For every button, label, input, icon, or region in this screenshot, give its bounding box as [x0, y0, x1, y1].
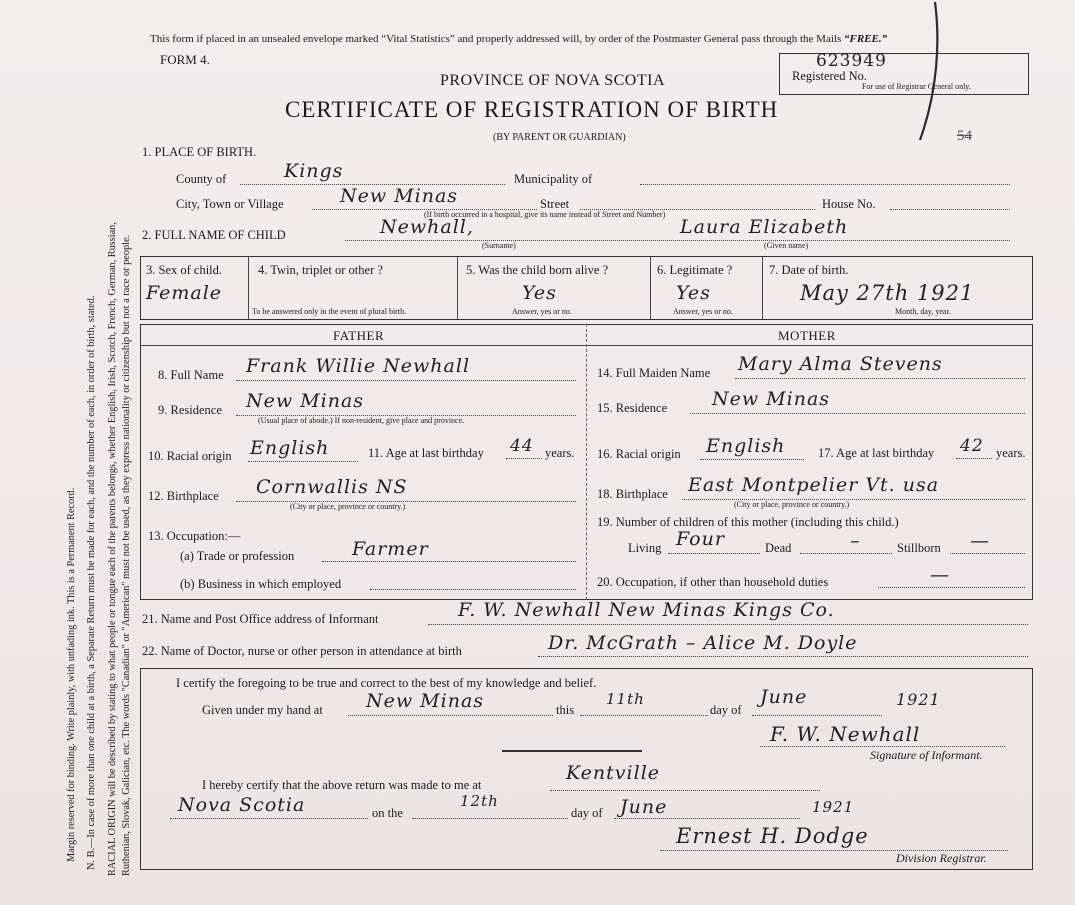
hospital-note: (If birth occurred in a hospital, give its name instead of Street and Number) [424, 210, 666, 219]
child-name-label: 2. FULL NAME OF CHILD [142, 228, 286, 242]
divider [457, 256, 458, 320]
given-under-label: Given under my hand at [202, 703, 323, 717]
informant-signature-caption: Signature of Informant. [870, 748, 983, 762]
sex-label: 3. Sex of child. [146, 263, 223, 277]
county-value: Kings [284, 160, 344, 182]
given-month-value: June [760, 686, 808, 708]
alive-label: 5. Was the child born alive ? [466, 263, 609, 277]
living-label: Living [628, 541, 662, 555]
date-of-birth-value: May 27th 1921 [800, 281, 975, 305]
business-label: (b) Business in which employed [180, 577, 342, 591]
father-race-label: 10. Racial origin [148, 449, 232, 463]
mother-occupation-value: — [930, 564, 950, 586]
given-day-value: 11th [606, 690, 645, 708]
province-heading: PROVINCE OF NOVA SCOTIA [440, 72, 666, 89]
municipality-line [640, 184, 1010, 185]
father-residence-value: New Minas [246, 390, 365, 412]
mother-name-label: 14. Full Maiden Name [597, 366, 711, 380]
free-label: “FREE.” [843, 33, 888, 45]
margin-note-2: N. B.—In case of more than one child at a birth, a Separate Return must be made for each, and the number of each, in order of birth, stated. [86, 295, 97, 870]
divider [248, 256, 249, 320]
given-month-line [752, 715, 882, 716]
registrar-month-value: June [620, 796, 668, 818]
living-line [668, 553, 760, 554]
margin-note-3: RACIAL ORIGIN will be described by stating to what people or tongue each of the parents belongs, whether English, Irish, Scotch, French, German, Russian, [107, 222, 118, 876]
registrar-note: For use of Registrar General only. [862, 82, 971, 91]
father-race-line [248, 461, 358, 462]
legitimate-value: Yes [676, 282, 711, 304]
municipality-label: Municipality of [514, 172, 593, 186]
alive-value: Yes [522, 282, 557, 304]
child-given-name: Laura Elizabeth [680, 216, 849, 238]
registered-number: 623949 [816, 51, 887, 71]
father-birthplace-line [236, 501, 576, 502]
certify-text: I certify the foregoing to be true and correct to the best of my knowledge and belief. [176, 676, 597, 690]
house-line [890, 209, 1010, 210]
registrar-day-value: 12th [460, 792, 499, 810]
on-the-label: on the [372, 806, 403, 820]
father-birthplace-note: (City or place, province or country.) [290, 502, 406, 511]
trade-line [322, 561, 576, 562]
living-value: Four [676, 528, 725, 550]
father-residence-note: (Usual place of abode.) If non-resident, give place and province. [258, 416, 465, 425]
mother-occupation-line [878, 587, 1025, 588]
given-name-caption: (Given name) [764, 241, 809, 250]
stillborn-line [950, 553, 1025, 554]
alive-note: Answer, yes or no. [512, 307, 572, 316]
parents-center-divider [586, 324, 587, 600]
informant-signature: F. W. Newhall [770, 722, 921, 746]
father-name-value: Frank Willie Newhall [246, 355, 471, 377]
trade-value: Farmer [352, 538, 429, 560]
given-day-of-label: day of [710, 703, 742, 717]
doctor-value: Dr. McGrath – Alice M. Doyle [548, 632, 858, 654]
dead-line [800, 553, 892, 554]
father-name-label: 8. Full Name [158, 368, 224, 382]
this-label: this [556, 703, 575, 717]
mother-age-label: 17. Age at last birthday [818, 446, 935, 460]
stamp-number: 54 [957, 128, 972, 144]
registrar-statement: I hereby certify that the above return was made to me at [202, 778, 482, 792]
business-line [370, 589, 576, 590]
registered-label: Registered No. [792, 69, 867, 83]
informant-line [428, 624, 1028, 625]
mother-occupation-label: 20. Occupation, if other than household duties [597, 575, 829, 589]
certificate-title: CERTIFICATE OF REGISTRATION OF BIRTH [285, 97, 779, 122]
child-name-line [345, 240, 1010, 241]
father-heading: FATHER [333, 328, 385, 343]
registrar-month-line [614, 818, 800, 819]
mother-birthplace-note: (City or place, province or country.) [734, 500, 850, 509]
house-no-label: House No. [822, 197, 876, 211]
date-note: Month, day, year. [895, 307, 951, 316]
given-place-line [348, 715, 553, 716]
margin-note-4: Ruthenian, Slovak, Galician, etc. The words "Canadian" or "American" must not be used, as they express nationality or citizenship but not a race or people. [121, 234, 132, 876]
divider [762, 256, 763, 320]
mother-age-value: 42 [960, 436, 984, 456]
dead-value: – [850, 530, 861, 552]
mother-race-value: English [706, 435, 786, 457]
mother-birthplace-label: 18. Birthplace [597, 487, 668, 501]
mother-birthplace-value: East Montpelier Vt. usa [688, 474, 940, 496]
doctor-label: 22. Name of Doctor, nurse or other person in attendance at birth [142, 644, 462, 658]
certificate-subtitle: (BY PARENT OR GUARDIAN) [493, 132, 626, 143]
registrar-province-value: Nova Scotia [178, 794, 306, 816]
informant-label: 21. Name and Post Office address of Informant [142, 612, 379, 626]
father-race-value: English [250, 437, 330, 459]
registrar-place-line [550, 790, 820, 791]
mother-residence-label: 15. Residence [597, 401, 668, 415]
city-value: New Minas [340, 185, 459, 207]
father-occupation-label: 13. Occupation:— [148, 529, 241, 543]
stillborn-label: Stillborn [897, 541, 941, 555]
legitimate-note: Answer, yes or no. [673, 307, 733, 316]
father-age-value: 44 [510, 436, 534, 456]
surname-caption: (Surname) [482, 241, 516, 250]
place-of-birth-label: 1. PLACE OF BIRTH. [142, 145, 257, 159]
father-residence-label: 9. Residence [158, 403, 222, 417]
informant-signature-line [760, 746, 1005, 747]
form-number: FORM 4. [160, 52, 210, 67]
mother-residence-line [690, 413, 1025, 414]
registrar-day-of-label: day of [571, 806, 603, 820]
dead-label: Dead [765, 541, 792, 555]
registrar-caption: Division Registrar. [896, 851, 987, 865]
mother-name-line [735, 378, 1025, 379]
postal-note-text: This form if placed in an unsealed envelope marked “Vital Statistics” and properly addressed will, by order of the Postmaster General pass through the Mails [150, 33, 842, 45]
mother-years-label: years. [996, 446, 1026, 460]
divider [650, 256, 651, 320]
twin-note: To be answered only in the event of plural birth. [252, 307, 407, 316]
given-day-line [580, 715, 708, 716]
given-place-value: New Minas [366, 690, 485, 712]
street-label: Street [540, 197, 570, 211]
legitimate-label: 6. Legitimate ? [657, 263, 733, 277]
county-label: County of [176, 172, 227, 186]
postal-note [150, 33, 887, 45]
city-label: City, Town or Village [176, 197, 284, 211]
trade-label: (a) Trade or profession [180, 549, 295, 563]
father-birthplace-label: 12. Birthplace [148, 489, 219, 503]
sex-value: Female [146, 282, 223, 304]
father-age-label: 11. Age at last birthday [368, 446, 484, 460]
informant-value: F. W. Newhall New Minas Kings Co. [458, 599, 835, 621]
father-years-label: years. [545, 446, 575, 460]
registrar-year-value: 1921 [812, 798, 855, 816]
registrar-day-line [412, 818, 568, 819]
twin-label: 4. Twin, triplet or other ? [258, 263, 383, 277]
mother-age-line [956, 458, 992, 459]
child-surname: Newhall, [380, 216, 474, 238]
given-year-value: 1921 [896, 690, 941, 709]
registrar-place-value: Kentville [566, 762, 661, 784]
mother-race-label: 16. Racial origin [597, 447, 681, 461]
father-age-line [506, 458, 542, 459]
father-name-line [236, 380, 576, 381]
father-birthplace-value: Cornwallis NS [256, 476, 408, 498]
mother-name-value: Mary Alma Stevens [738, 353, 943, 375]
mother-race-line [700, 459, 804, 460]
ink-stroke [900, 0, 960, 150]
registrar-province-line [170, 818, 368, 819]
doctor-line [538, 656, 1028, 657]
mother-heading: MOTHER [778, 328, 836, 343]
margin-note-1: Margin reserved for binding. Write plainly, with unfading ink. This is a Permanent Record. [66, 487, 77, 862]
mother-residence-value: New Minas [712, 388, 831, 410]
date-of-birth-label: 7. Date of birth. [769, 263, 849, 277]
registrar-signature: Ernest H. Dodge [676, 824, 869, 848]
stillborn-value: — [970, 530, 990, 552]
children-count-label: 19. Number of children of this mother (including this child.) [597, 515, 899, 529]
signature-divider [502, 750, 642, 752]
